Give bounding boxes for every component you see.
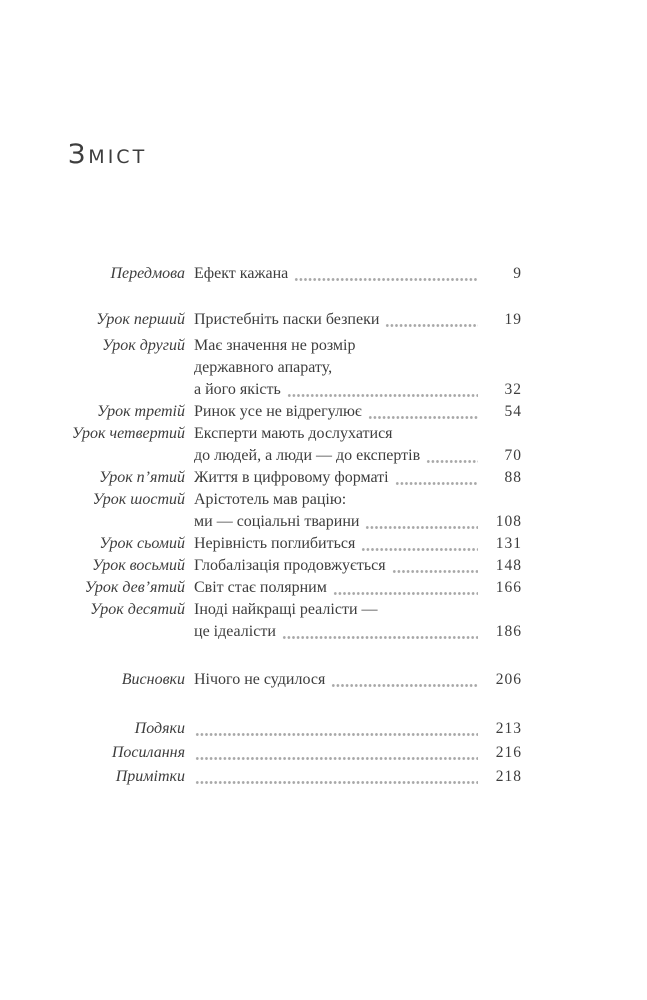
toc-entry xyxy=(0,765,522,789)
toc-entry-last-line xyxy=(194,555,522,577)
toc-entry-content xyxy=(194,309,522,331)
toc-entry-label: Передмова xyxy=(110,265,185,282)
toc-entry-last-line xyxy=(194,445,522,467)
dot-leader xyxy=(195,765,478,789)
toc-entry-title-line: Пристебніть паски безпеки xyxy=(194,311,380,328)
dot-leader xyxy=(331,669,478,691)
toc-entry-title-line: Глобалізація продовжується xyxy=(194,557,386,574)
toc-entry xyxy=(0,401,522,423)
toc-entry-title-line: Арістотель мав рацію: xyxy=(194,491,347,508)
toc-entry-content xyxy=(194,599,522,643)
page-number: 218 xyxy=(495,768,522,785)
toc-entry xyxy=(0,555,522,577)
toc-entry-last-line xyxy=(194,263,522,285)
toc-entry-label: Урок п’ятий xyxy=(99,469,185,486)
toc-entry-label: Урок восьмий xyxy=(92,557,185,574)
dot-leader xyxy=(361,533,478,555)
toc-entry xyxy=(0,263,522,285)
toc-entry-title-line: а його якість xyxy=(194,381,281,398)
toc-entry-last-line xyxy=(194,621,522,643)
dot-leader xyxy=(385,309,478,331)
toc-entry-last-line xyxy=(194,511,522,533)
toc-entry xyxy=(0,335,522,401)
toc-entry xyxy=(0,599,522,643)
page-number: 216 xyxy=(495,744,522,761)
toc-entry-label: Урок шостий xyxy=(92,491,185,508)
toc-section-backmatter xyxy=(0,717,522,789)
toc-entry xyxy=(0,467,522,489)
page-number: 186 xyxy=(495,623,522,640)
toc-entry-content xyxy=(194,489,522,533)
toc-entry xyxy=(0,577,522,599)
toc-entry-last-line xyxy=(194,717,522,741)
dot-leader xyxy=(287,379,478,401)
toc-section-conclusion xyxy=(0,669,522,691)
toc-entry-title-line: до людей, а люди — до експертів xyxy=(194,447,421,464)
page-number: 19 xyxy=(504,311,522,328)
toc-entry-content xyxy=(194,577,522,599)
toc-entry-title-line: Ринок усе не відрегулює xyxy=(194,403,362,420)
dot-leader xyxy=(368,401,478,423)
toc-entry-last-line xyxy=(194,467,522,489)
toc-entry xyxy=(0,533,522,555)
page-number: 148 xyxy=(495,557,522,574)
page-number: 88 xyxy=(504,469,522,486)
toc-entry-label: Урок перший xyxy=(96,311,185,328)
toc-entry-last-line xyxy=(194,741,522,765)
page-number: 54 xyxy=(504,403,522,420)
toc-entry xyxy=(0,741,522,765)
toc-entry xyxy=(0,717,522,741)
toc-entry-content xyxy=(194,669,522,691)
toc-entry-label: Урок другий xyxy=(102,337,185,354)
toc-entry xyxy=(0,669,522,691)
page-title: Зміст xyxy=(68,139,148,170)
dot-leader xyxy=(294,263,478,285)
toc-entry-last-line xyxy=(194,765,522,789)
dot-leader xyxy=(395,467,478,489)
toc-section-lessons xyxy=(0,309,522,643)
toc-entry-title-line: Експерти мають дослухатися xyxy=(194,425,393,442)
toc-entry-title-line: Нерівність поглибиться xyxy=(194,535,356,552)
toc-entry-title-line: це ідеалісти xyxy=(194,623,276,640)
toc-entry-content xyxy=(194,717,522,741)
toc-entry-title-line: державного апарату, xyxy=(194,359,333,376)
page-number: 166 xyxy=(495,579,522,596)
toc-entry-content xyxy=(194,765,522,789)
toc-entry-content xyxy=(194,741,522,765)
toc-entry xyxy=(0,309,522,331)
toc-entry xyxy=(0,423,522,467)
toc-entry-label: Посилання xyxy=(111,744,185,761)
dot-leader xyxy=(392,555,478,577)
toc-entry-title-line: ми — соціальні тварини xyxy=(194,513,360,530)
dot-leader xyxy=(195,717,478,741)
toc-entry-content xyxy=(194,467,522,489)
toc-entry-content xyxy=(194,335,522,401)
page-number: 206 xyxy=(495,671,522,688)
toc-entry-label: Висновки xyxy=(121,671,185,688)
toc-entry-content xyxy=(194,401,522,423)
toc-entry-title-line: Життя в цифровому форматі xyxy=(194,469,389,486)
page-number: 32 xyxy=(504,381,522,398)
toc-entry-label: Урок третій xyxy=(96,403,185,420)
toc-entry-title-line: Світ стає полярним xyxy=(194,579,327,596)
toc-entry-label: Подяки xyxy=(134,720,185,737)
toc-entry-content xyxy=(194,555,522,577)
toc-entry xyxy=(0,489,522,533)
toc-entry-last-line xyxy=(194,669,522,691)
table-of-contents xyxy=(0,263,522,789)
page-number: 108 xyxy=(495,513,522,530)
toc-entry-label: Урок дев’ятий xyxy=(84,579,185,596)
page-number: 131 xyxy=(495,535,522,552)
toc-entry-title-line: Іноді найкращі реалісти — xyxy=(194,601,378,618)
toc-entry-label: Урок десятий xyxy=(90,601,185,618)
page-number: 213 xyxy=(495,720,522,737)
dot-leader xyxy=(365,511,478,533)
dot-leader xyxy=(426,445,478,467)
toc-entry-last-line xyxy=(194,309,522,331)
toc-entry-title-line: Має значення не розмір xyxy=(194,337,356,354)
page-number: 9 xyxy=(513,265,522,282)
toc-entry-label: Урок четвертий xyxy=(71,425,185,442)
toc-entry-content xyxy=(194,263,522,285)
toc-entry-title-line: Ефект кажана xyxy=(194,265,289,282)
dot-leader xyxy=(333,577,478,599)
dot-leader xyxy=(195,741,478,765)
toc-entry-last-line xyxy=(194,577,522,599)
dot-leader xyxy=(282,621,478,643)
toc-entry-content xyxy=(194,423,522,467)
toc-section-preface xyxy=(0,263,522,285)
toc-entry-title-line: Нічого не судилося xyxy=(194,671,326,688)
toc-entry-label: Примітки xyxy=(115,768,185,785)
toc-entry-last-line xyxy=(194,533,522,555)
toc-entry-last-line xyxy=(194,379,522,401)
toc-entry-label: Урок сьомий xyxy=(99,535,185,552)
toc-entry-content xyxy=(194,533,522,555)
toc-entry-last-line xyxy=(194,401,522,423)
page-number: 70 xyxy=(504,447,522,464)
